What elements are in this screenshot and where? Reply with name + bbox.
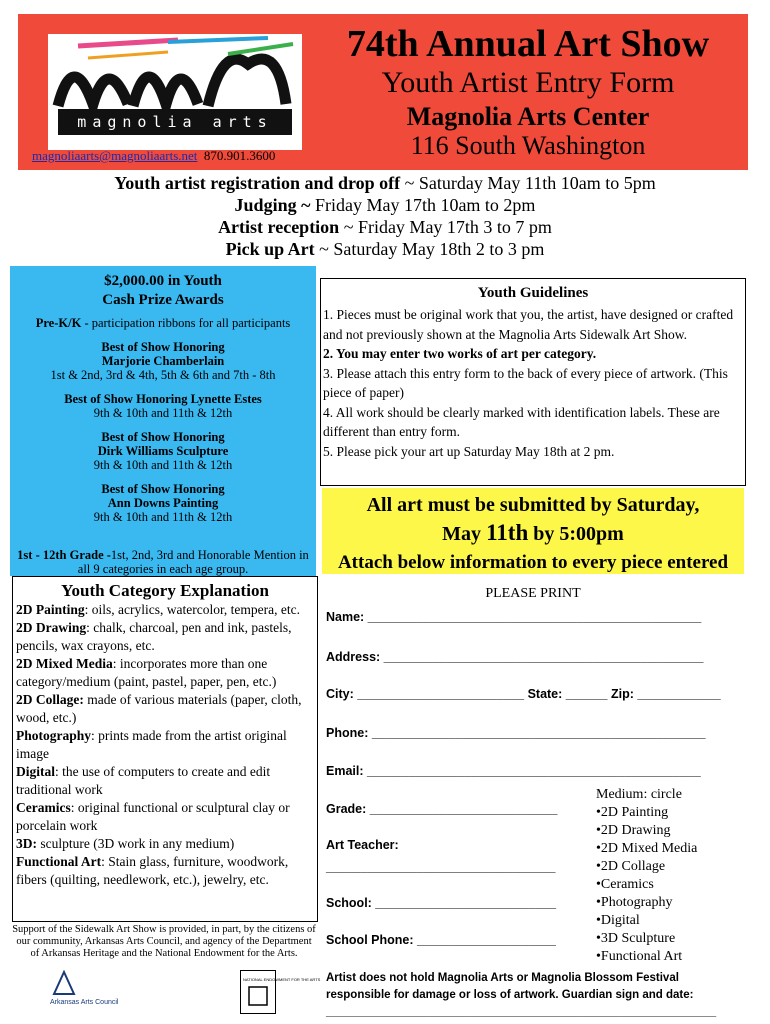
schedule-item: Pick up Art ~ Saturday May 18th 2 to 3 pm	[225, 239, 545, 259]
schedule-item: Judging ~ Friday May 17th 10am to 2pm	[234, 195, 536, 215]
medium-option[interactable]: •2D Painting	[596, 805, 669, 820]
phone-number: 870.901.3600	[203, 148, 276, 163]
medium-list	[596, 786, 746, 966]
prek-note: Pre-K/K - participation ribbons for all participants	[35, 316, 291, 330]
schedule	[0, 172, 770, 260]
medium-option[interactable]: •Functional Art	[596, 949, 683, 964]
medium-option[interactable]: •2D Mixed Media	[596, 841, 698, 856]
logo-brush-icon	[48, 34, 302, 114]
magnolia-arts-logo	[48, 34, 302, 150]
page-title: 74th Annual Art Show	[346, 23, 710, 65]
guideline-item: 1. Pieces must be original work that you, the artist, have designed or crafted and not previously shown at the Magnolia Arts Sidewalk Art Show.	[323, 307, 734, 342]
guidelines-box	[320, 278, 746, 486]
address-field[interactable]: Address: ______________________________________________	[326, 650, 704, 664]
category-item: Photography: prints made from the artist original image	[16, 728, 287, 761]
school-phone-field[interactable]: School Phone: ____________________	[326, 933, 557, 947]
nea-logo	[240, 970, 321, 1014]
schedule-item: Artist reception ~ Friday May 17th 3 to 7 pm	[218, 217, 552, 237]
category-item: Functional Art: Stain glass, furniture, woodwork, fibers (quilting, needlework, etc.), jewelry, etc.	[16, 854, 289, 887]
guideline-item: 5. Please pick your art up Saturday May 18th at 2 pm.	[323, 443, 615, 459]
phone-field[interactable]: Phone: ________________________________________________	[326, 726, 706, 740]
category-item: 2D Mixed Media: incorporates more than one category/medium (paint, pastel, paper, pen, etc.)	[16, 656, 277, 689]
medium-option[interactable]: •2D Drawing	[596, 823, 671, 838]
school-field[interactable]: School: __________________________	[326, 896, 557, 910]
svg-text:NATIONAL ENDOWMENT FOR THE ART: NATIONAL ENDOWMENT FOR THE ARTS	[243, 977, 321, 982]
medium-option[interactable]: •2D Collage	[596, 859, 666, 874]
arkansas-arts-council-logo	[50, 968, 119, 1012]
category-item: 2D Drawing: chalk, charcoal, pen and ink, pastels, pencils, wax crayons, etc.	[16, 620, 292, 653]
award-williams: Best of Show Honoring Dirk Williams Sculpture 9th & 10th and 11th & 12th	[93, 430, 233, 472]
deadline-line2: May 11th by 5:00pm	[442, 520, 624, 545]
medium-option[interactable]: •Ceramics	[596, 877, 654, 892]
schedule-item: Youth artist registration and drop off ~ Saturday May 11th 10am to 5pm	[114, 173, 656, 193]
guideline-item: 2. You may enter two works of art per category.	[323, 346, 597, 361]
form-subtitle: Youth Artist Entry Form	[381, 66, 675, 99]
medium-title: Medium: circle	[596, 787, 682, 802]
category-item: 3D: sculpture (3D work in any medium)	[16, 836, 235, 851]
category-box	[12, 576, 318, 922]
contact-line	[32, 148, 275, 164]
award-chamberlain: Best of Show Honoring Marjorie Chamberlain 1st & 2nd, 3rd & 4th, 5th & 6th and 7th - 8th	[50, 340, 276, 382]
grades-note: 1st - 12th Grade -1st, 2nd, 3rd and Honorable Mention in all 9 categories in each age group.	[17, 548, 309, 576]
category-item: 2D Painting: oils, acrylics, watercolor, tempera, etc.	[16, 602, 301, 617]
support-note: Support of the Sidewalk Art Show is provided, in part, by the citizens of our community, Arkansas Arts Council, and agency of the Department of Arkansas Heritage and the National Endowment for the Arts.	[12, 924, 316, 959]
name-field[interactable]: Name: ________________________________________________	[326, 610, 702, 624]
category-item: Digital: the use of computers to create and edit traditional work	[16, 764, 271, 797]
city-state-zip-field[interactable]: City: ________________________ State: ______ Zip: ____________	[326, 687, 721, 701]
guideline-item: 4. All work should be clearly marked with identification labels. These are different than entry form.	[323, 404, 720, 439]
grade-field[interactable]: Grade: ___________________________	[326, 802, 558, 816]
disclaimer: Artist does not hold Magnolia Arts or Magnolia Blossom Festival responsible for damage or loss of artwork. Guardian sign and date: _____________________________________________________________	[326, 970, 746, 1021]
guidelines-title: Youth Guidelines	[477, 285, 589, 301]
prize-box	[10, 266, 316, 576]
guideline-item: 3. Please attach this entry form to the back of every piece of artwork. (This piece of paper)	[323, 365, 728, 400]
art-teacher-field[interactable]: _________________________________	[326, 860, 556, 874]
category-item: 2D Collage: made of various materials (paper, cloth, wood, etc.)	[16, 692, 302, 725]
award-downs: Best of Show Honoring Ann Downs Painting 9th & 10th and 11th & 12th	[93, 482, 233, 524]
medium-option[interactable]: •3D Sculpture	[596, 931, 676, 946]
art-teacher-label: Art Teacher:	[326, 838, 399, 852]
guidelines-list	[323, 305, 743, 461]
medium-option[interactable]: •Photography	[596, 895, 673, 910]
award-estes: Best of Show Honoring Lynette Estes 9th & 10th and 11th & 12th	[64, 392, 262, 420]
attach-note: Attach below information to every piece entered	[337, 552, 729, 573]
email-field[interactable]: Email: ________________________________________________	[326, 764, 701, 778]
center-address: 116 South Washington	[410, 131, 646, 160]
prize-title: $2,000.00 in Youth Cash Prize Awards	[102, 273, 224, 308]
category-item: Ceramics: original functional or sculptural clay or porcelain work	[16, 800, 290, 833]
guardian-signature-field[interactable]: _____________________________________________________________	[326, 1006, 717, 1018]
center-name: Magnolia Arts Center	[406, 102, 650, 131]
header-banner	[18, 14, 748, 170]
email-link[interactable]: magnoliaarts@magnoliaarts.net	[32, 148, 198, 163]
please-print: PLEASE PRINT	[485, 586, 581, 601]
medium-option[interactable]: •Digital	[596, 913, 640, 928]
category-list	[16, 601, 316, 889]
logo-text: magnolia arts	[58, 109, 292, 135]
svg-text:Arkansas Arts Council: Arkansas Arts Council	[50, 999, 119, 1006]
category-title: Youth Category Explanation	[61, 581, 269, 600]
deadline-line1: All art must be submitted by Saturday,	[366, 494, 700, 516]
